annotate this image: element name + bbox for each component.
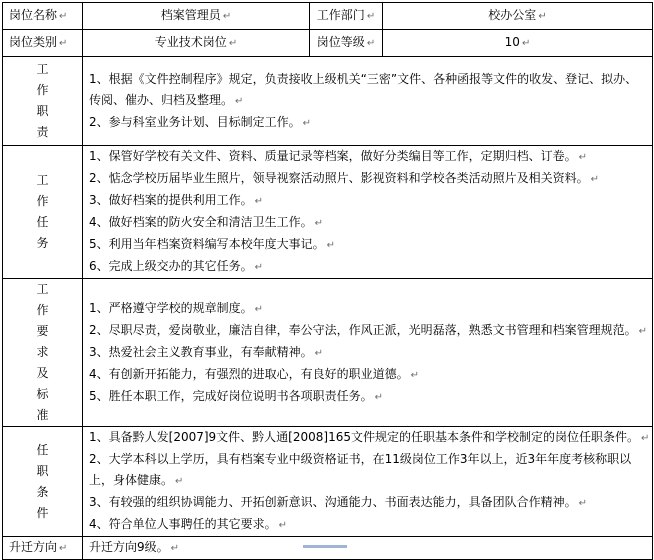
list-item: 6、完成上级交办的其它任务。 ↵ [89, 259, 264, 273]
post-name-label-cell [3, 3, 83, 30]
tasks-label-char: 务 [36, 236, 49, 250]
list-item: 1、具备黔人发[2007]9文件、黔人通[2008]165文件规定的任职基本条件和学校制定的岗位任职条件。 ↵ [89, 430, 650, 444]
tasks-row [3, 146, 653, 279]
tasks-content [83, 146, 653, 279]
paragraph-mark-icon: ↵ [314, 347, 324, 359]
standards-label-char: 标 [36, 387, 49, 401]
grade-label-cell [310, 30, 383, 57]
list-item: 3、做好档案的提供利用工作。 ↵ [89, 193, 264, 207]
duties-content [83, 57, 653, 146]
dept-label-cell [310, 3, 383, 30]
category-value-cell [83, 30, 310, 57]
paragraph-mark-icon: ↵ [278, 520, 288, 531]
dept-value: 校办公室 [488, 8, 537, 22]
list-item: 2、尽职尽责，爱岗敬业，廉洁自律，奉公守法，作风正派，光明磊落，熟悉文书管理和档案管理规范。 ↵ [89, 322, 648, 337]
list-item: 3、热爱社会主义教育事业，有奉献精神。 ↵ [89, 344, 324, 359]
paragraph-mark-icon: ↵ [578, 498, 588, 509]
qualifications-row [3, 427, 653, 537]
list-item: 3、有较强的组织协调能力、开拓创新意识、沟通能力、书面表达能力，具备团队合作精神。 ↵ [89, 495, 588, 509]
paragraph-mark-icon: ↵ [366, 38, 376, 49]
duties-label-char: 作 [36, 83, 49, 97]
promotion-value-cell [83, 537, 653, 560]
job-description-table [2, 2, 653, 560]
header-row-2 [3, 30, 653, 57]
standards-label-char: 准 [36, 408, 49, 422]
promotion-value: 升迁方向9级。 [89, 540, 169, 554]
standards-label-char: 要 [36, 324, 49, 338]
paragraph-mark-icon: ↵ [410, 369, 420, 381]
standards-label-char: 工 [36, 282, 49, 296]
qualifications-content [83, 427, 653, 537]
list-item: 4、有创新开拓能力，有强烈的进取心，有良好的职业道德。 ↵ [89, 366, 420, 381]
list-item: 1、保管好学校有关文件、资料、质量记录等档案，做好分类编目等工作，定期归档、订卷。 ↵ [89, 149, 588, 163]
list-item: 1、严格遵守学校的规章制度。 ↵ [89, 300, 264, 315]
post-name-value-cell [83, 3, 310, 30]
promotion-label-cell [3, 537, 83, 560]
paragraph-mark-icon: ↵ [326, 240, 336, 251]
promotion-label: 升迁方向 [9, 540, 58, 554]
tasks-label [3, 146, 83, 279]
grade-value-cell [383, 30, 653, 57]
list-item: 2、惦念学校历届毕业生照片，领导视察活动照片、影视资料和学校各类活动照片及相关资料。 ↵ [89, 171, 600, 185]
paragraph-mark-icon: ↵ [222, 11, 232, 22]
dept-label: 工作部门 [316, 8, 365, 22]
standards-label-char: 作 [36, 303, 49, 317]
paragraph-mark-icon: ↵ [175, 476, 184, 487]
post-name-value: 档案管理员 [160, 8, 221, 22]
grade-label: 岗位等级 [316, 35, 365, 49]
standards-label-char: 及 [36, 366, 49, 380]
list-item: 5、利用当年档案资料编写本校年度大事记。 ↵ [89, 237, 336, 251]
qualifications-label-char: 条 [36, 484, 49, 499]
paragraph-mark-icon: ↵ [578, 152, 588, 163]
tasks-label-char: 工 [36, 173, 49, 187]
header-row-1 [3, 3, 653, 30]
duties-row [3, 57, 653, 146]
standards-label [3, 279, 83, 427]
dept-value-cell [383, 3, 653, 30]
duties-label [3, 57, 83, 146]
paragraph-mark-icon: ↵ [254, 262, 264, 273]
tasks-label-char: 任 [36, 215, 49, 229]
paragraph-mark-icon: ↵ [640, 433, 650, 444]
list-item: 2、大学本科以上学历，具有档案专业中级资格证书，在11级岗位工作3年以上，近3年年度考核称职以上，身体健康。 ↵ [89, 452, 632, 487]
promotion-row [3, 537, 653, 560]
paragraph-mark-icon: ↵ [170, 543, 180, 554]
category-label: 岗位类别 [9, 35, 58, 49]
paragraph-mark-icon: ↵ [538, 11, 547, 22]
paragraph-mark-icon: ↵ [59, 11, 68, 22]
paragraph-mark-icon: ↵ [374, 391, 384, 403]
paragraph-mark-icon: ↵ [521, 38, 531, 49]
duties-label-char: 责 [36, 125, 49, 139]
paragraph-mark-icon: ↵ [302, 117, 312, 129]
paragraph-mark-icon: ↵ [59, 38, 68, 49]
list-item: 1、根据《文件控制程序》规定，负责接收上级机关“三密”文件、各种函报等文件的收发、登记、拟办、传阅、催办、归档及整理。 ↵ [89, 71, 638, 107]
paragraph-mark-icon: ↵ [228, 38, 238, 49]
list-item: 4、做好档案的防火安全和清洁卫生工作。 ↵ [89, 215, 324, 229]
paragraph-mark-icon: ↵ [59, 543, 68, 554]
qualifications-label-char: 件 [36, 505, 49, 520]
paragraph-mark-icon: ↵ [366, 11, 376, 22]
list-item: 4、符合单位人事聘任的其它要求。 ↵ [89, 517, 288, 531]
paragraph-mark-icon: ↵ [314, 218, 324, 229]
qualifications-label-char: 任 [36, 442, 49, 457]
paragraph-mark-icon: ↵ [254, 196, 264, 207]
tasks-label-char: 作 [36, 194, 49, 208]
category-value: 专业技术岗位 [154, 35, 227, 49]
paragraph-mark-icon: ↵ [590, 174, 600, 185]
qualifications-label-char: 职 [36, 463, 49, 478]
paragraph-mark-icon: ↵ [254, 303, 264, 315]
standards-content [83, 279, 653, 427]
standards-label-char: 求 [36, 345, 49, 359]
category-label-cell [3, 30, 83, 57]
standards-row [3, 279, 653, 427]
grade-value: 10 [504, 35, 520, 49]
duties-label-char: 工 [36, 62, 49, 76]
list-item: 2、参与科室业务计划、目标制定工作。 ↵ [89, 114, 312, 129]
post-name-label: 岗位名称 [9, 8, 58, 22]
duties-label-char: 职 [36, 104, 49, 118]
paragraph-mark-icon: ↵ [638, 325, 648, 337]
paragraph-mark-icon: ↵ [235, 95, 244, 107]
qualifications-label [3, 427, 83, 537]
list-item: 5、胜任本职工作，完成好岗位说明书各项职责任务。 ↵ [89, 388, 384, 403]
